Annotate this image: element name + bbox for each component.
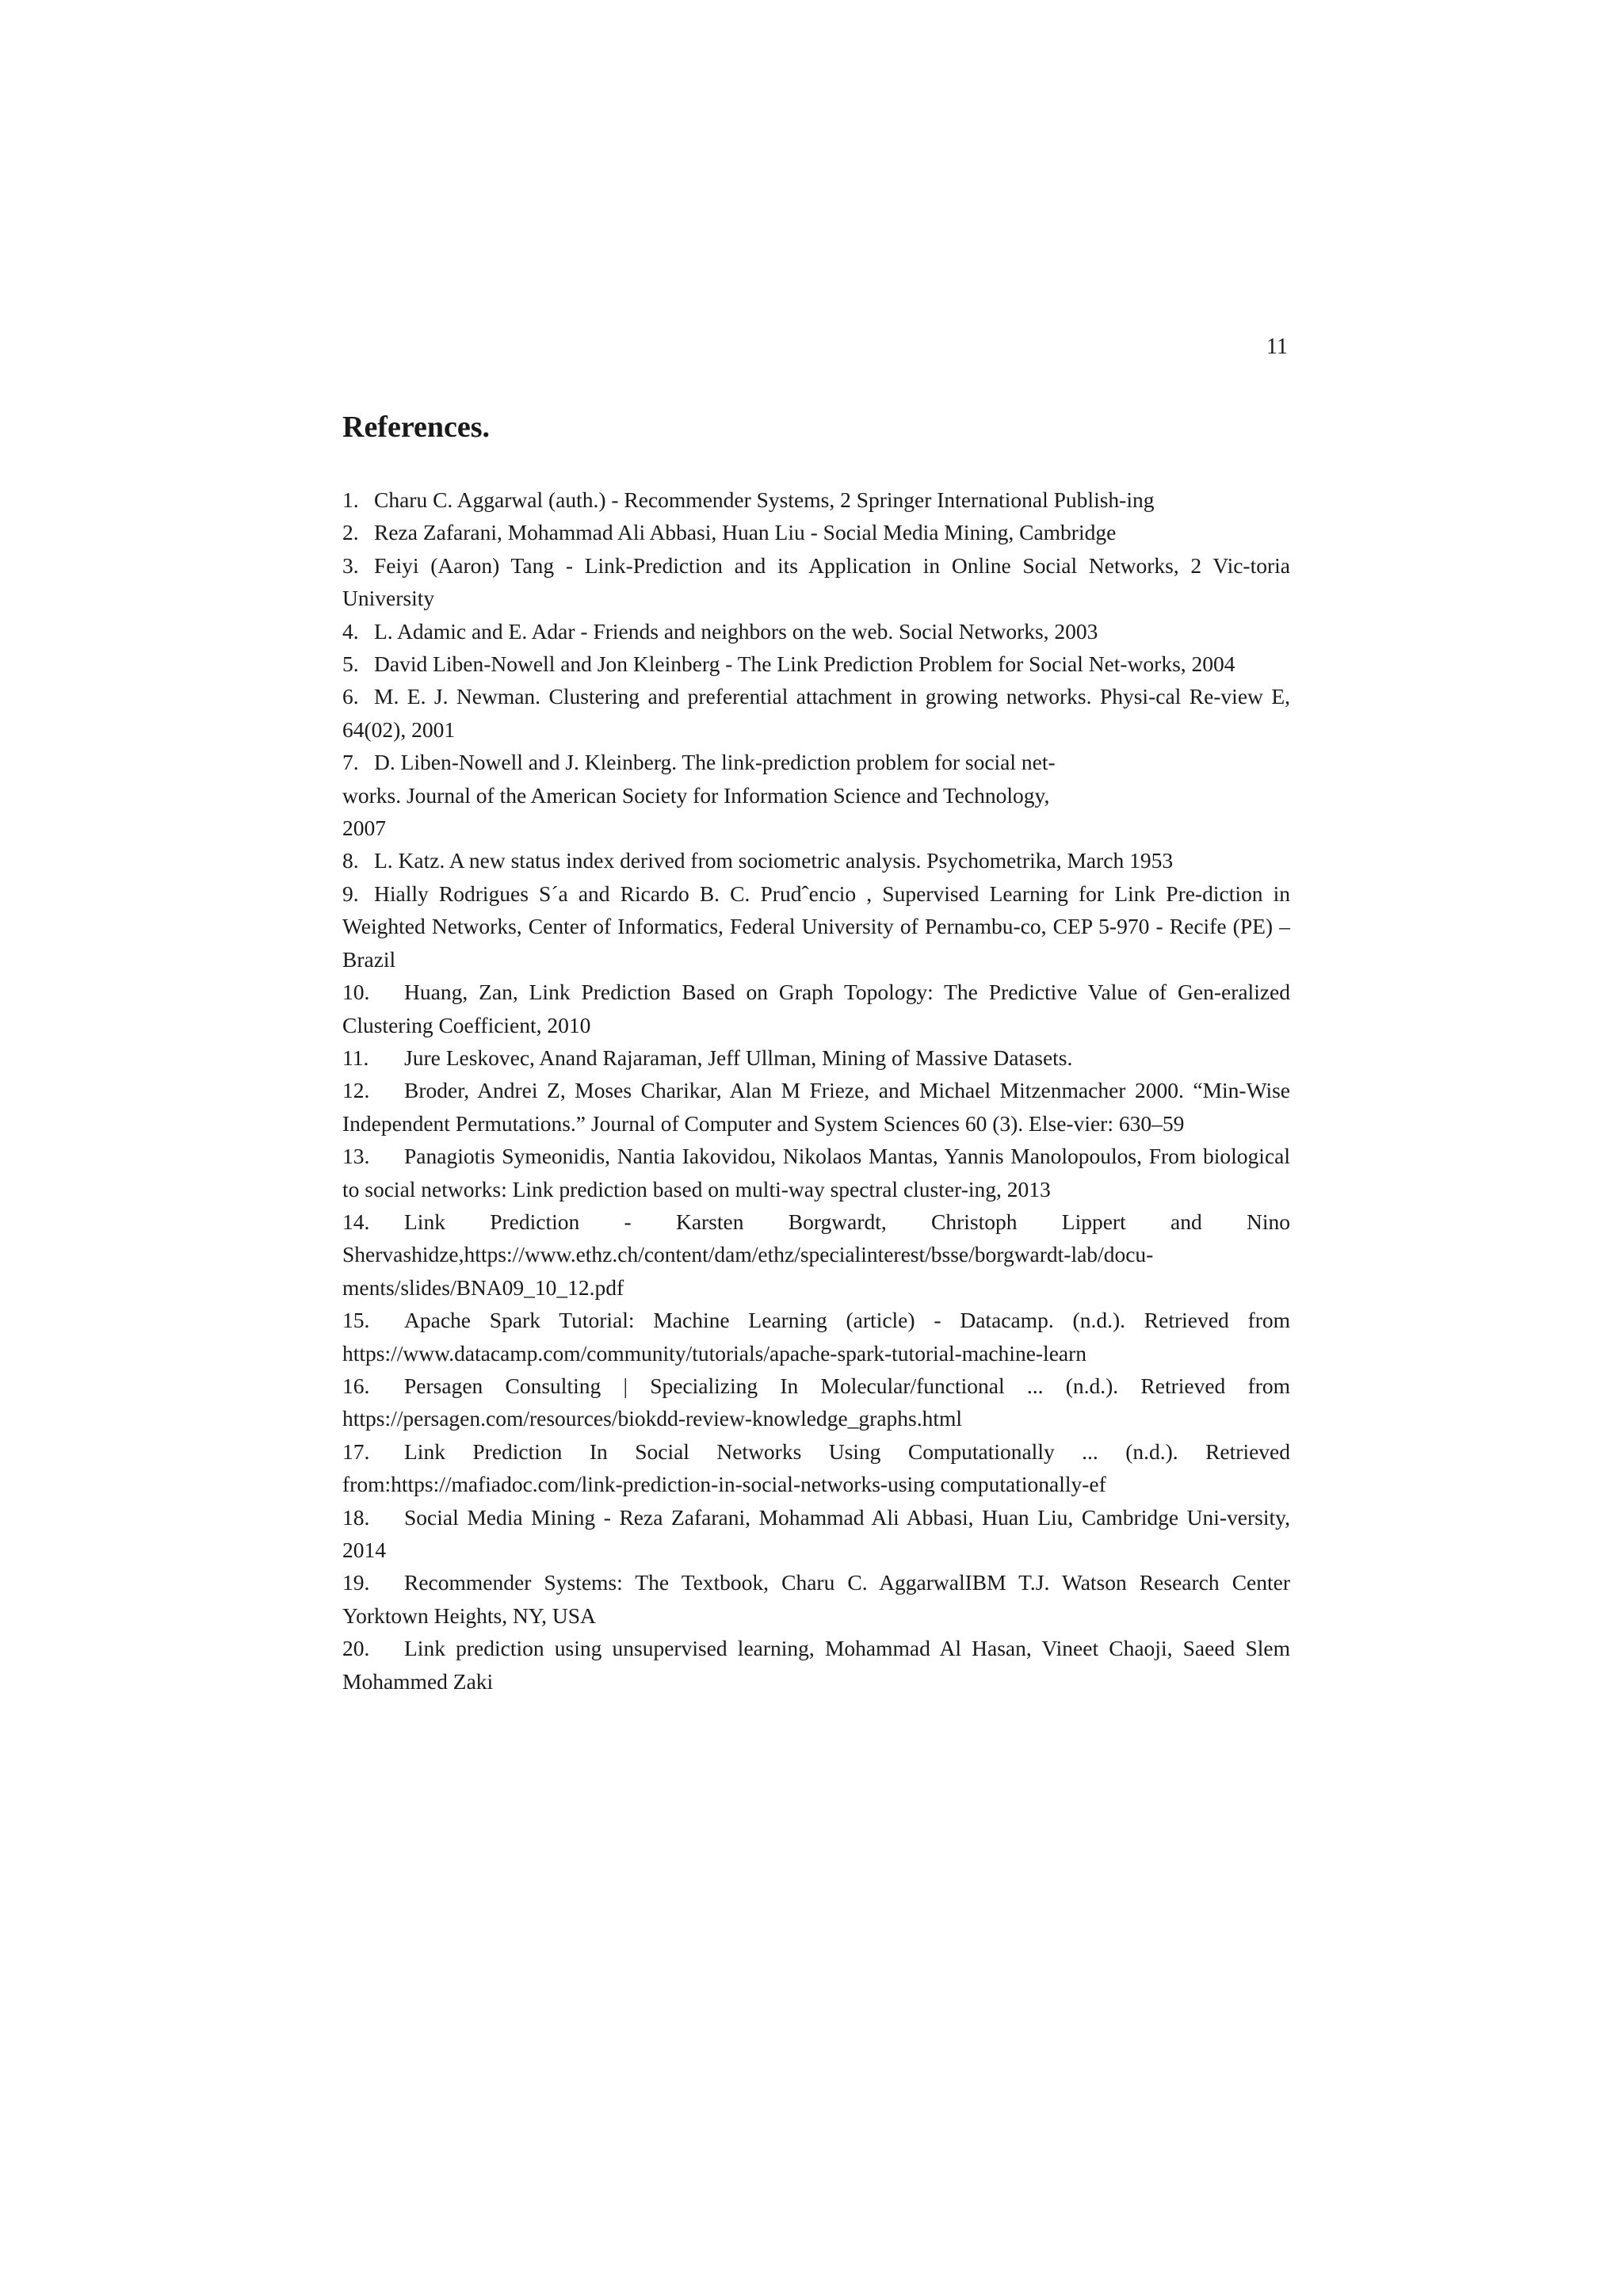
reference-text: Charu C. Aggarwal (auth.) - Recommender Systems, 2 Springer International Publish-ing (374, 487, 1155, 512)
reference-item (342, 746, 1290, 844)
reference-number: 6. (342, 684, 359, 709)
reference-number: 14. (342, 1209, 370, 1234)
reference-text: Hially Rodrigues S´a and Ricardo B. C. Prudˆencio , Supervised Learning for Link Pre-diction in Weighted Networks, Center of Informatics, Federal University of Pernambu-co, CEP 5-970 - Recife (PE) – Brazil (342, 881, 1290, 972)
reference-item (342, 877, 1290, 976)
reference-item (342, 1435, 1290, 1501)
reference-number: 17. (342, 1438, 370, 1464)
reference-text-line: D. Liben-Nowell and J. Kleinberg. The link-prediction problem for social net- (374, 750, 1056, 775)
reference-number: 2. (342, 520, 359, 545)
reference-number: 1. (342, 487, 359, 512)
page-number: 11 (1266, 334, 1288, 359)
reference-item (342, 1632, 1290, 1698)
reference-item (342, 483, 1290, 516)
reference-item (342, 1566, 1290, 1632)
reference-number: 4. (342, 618, 359, 644)
section-title: References. (342, 411, 491, 444)
reference-item (342, 648, 1290, 680)
reference-number: 5. (342, 651, 359, 677)
reference-number: 13. (342, 1144, 370, 1169)
reference-text: Broder, Andrei Z, Moses Charikar, Alan M Frieze, and Michael Mitzenmacher 2000. “Min-Wise Independent Permutations.” Journal of Computer and System Sciences 60 (3). Else-vier: 630–59 (342, 1078, 1290, 1136)
reference-item (342, 680, 1290, 746)
reference-number: 9. (342, 881, 359, 906)
reference-list (342, 483, 1290, 1698)
reference-item (342, 1074, 1290, 1140)
reference-text: Link Prediction - Karsten Borgwardt, Christoph Lippert and Nino Shervashidze,https://www.ethz.ch/content/dam/ethz/specialinterest/bsse/borgwardt-lab/docu-ments/slides/BNA09_10_12.pdf (342, 1209, 1290, 1300)
reference-item (342, 1041, 1290, 1074)
reference-number: 7. (342, 750, 359, 775)
reference-number: 16. (342, 1373, 370, 1398)
reference-item (342, 976, 1290, 1041)
reference-text: Feiyi (Aaron) Tang - Link-Prediction and its Application in Online Social Networks, 2 Vic-toria University (342, 552, 1290, 611)
reference-text: Link Prediction In Social Networks Using Computationally ... (n.d.). Retrieved from:https://mafiadoc.com/link-prediction-in-social-networks-using computationally-ef (342, 1438, 1290, 1497)
reference-item (342, 1501, 1290, 1567)
reference-text: Panagiotis Symeonidis, Nantia Iakovidou, Nikolaos Mantas, Yannis Manolopoulos, From biological to social networks: Link prediction based on multi-way spectral cluster-ing, 2013 (342, 1144, 1290, 1201)
reference-text-line: works. Journal of the American Society for Information Science and Technology, (342, 782, 1050, 808)
reference-text: Reza Zafarani, Mohammad Ali Abbasi, Huan Liu - Social Media Mining, Cambridge (374, 520, 1117, 545)
reference-item (342, 516, 1290, 548)
reference-number: 11. (342, 1045, 369, 1070)
reference-item (342, 1370, 1290, 1435)
reference-number: 15. (342, 1308, 370, 1333)
reference-number: 19. (342, 1570, 370, 1595)
reference-text: Persagen Consulting | Specializing In Molecular/functional ... (n.d.). Retrieved from https://persagen.com/resources/biokdd-review-knowledge_graphs.html (342, 1373, 1290, 1431)
reference-text-line: 2007 (342, 816, 386, 841)
reference-text: Jure Leskovec, Anand Rajaraman, Jeff Ullman, Mining of Massive Datasets. (404, 1045, 1073, 1070)
reference-number: 10. (342, 980, 370, 1005)
reference-text: L. Katz. A new status index derived from sociometric analysis. Psychometrika, March 1953 (374, 848, 1174, 873)
reference-text: Recommender Systems: The Textbook, Charu C. AggarwalIBM T.J. Watson Research Center Yorktown Heights, NY, USA (342, 1570, 1290, 1628)
reference-number: 20. (342, 1636, 370, 1661)
reference-number: 18. (342, 1504, 370, 1530)
reference-text: Social Media Mining - Reza Zafarani, Mohammad Ali Abbasi, Huan Liu, Cambridge Uni-versity, 2014 (342, 1504, 1290, 1562)
reference-text: L. Adamic and E. Adar - Friends and neighbors on the web. Social Networks, 2003 (374, 618, 1098, 644)
reference-item (342, 844, 1290, 877)
reference-item (342, 1205, 1290, 1304)
reference-text: Apache Spark Tutorial: Machine Learning (article) - Datacamp. (n.d.). Retrieved from https://www.datacamp.com/community/tutorials/apache-spark-tutorial-machine-learn (342, 1308, 1290, 1366)
reference-number: 12. (342, 1078, 370, 1103)
reference-text: Link prediction using unsupervised learning, Mohammad Al Hasan, Vineet Chaoji, Saeed Slem Mohammed Zaki (342, 1636, 1290, 1694)
reference-item (342, 615, 1290, 648)
reference-text: David Liben-Nowell and Jon Kleinberg - The Link Prediction Problem for Social Net-works, 2004 (374, 651, 1235, 677)
reference-number: 8. (342, 848, 359, 873)
reference-text: Huang, Zan, Link Prediction Based on Graph Topology: The Predictive Value of Gen-eralized Clustering Coefficient, 2010 (342, 980, 1290, 1037)
reference-item (342, 1140, 1290, 1205)
reference-item (342, 1304, 1290, 1370)
reference-text: M. E. J. Newman. Clustering and preferential attachment in growing networks. Physi-cal Re-view E, 64(02), 2001 (342, 684, 1290, 742)
reference-item (342, 549, 1290, 615)
reference-number: 3. (342, 552, 359, 578)
